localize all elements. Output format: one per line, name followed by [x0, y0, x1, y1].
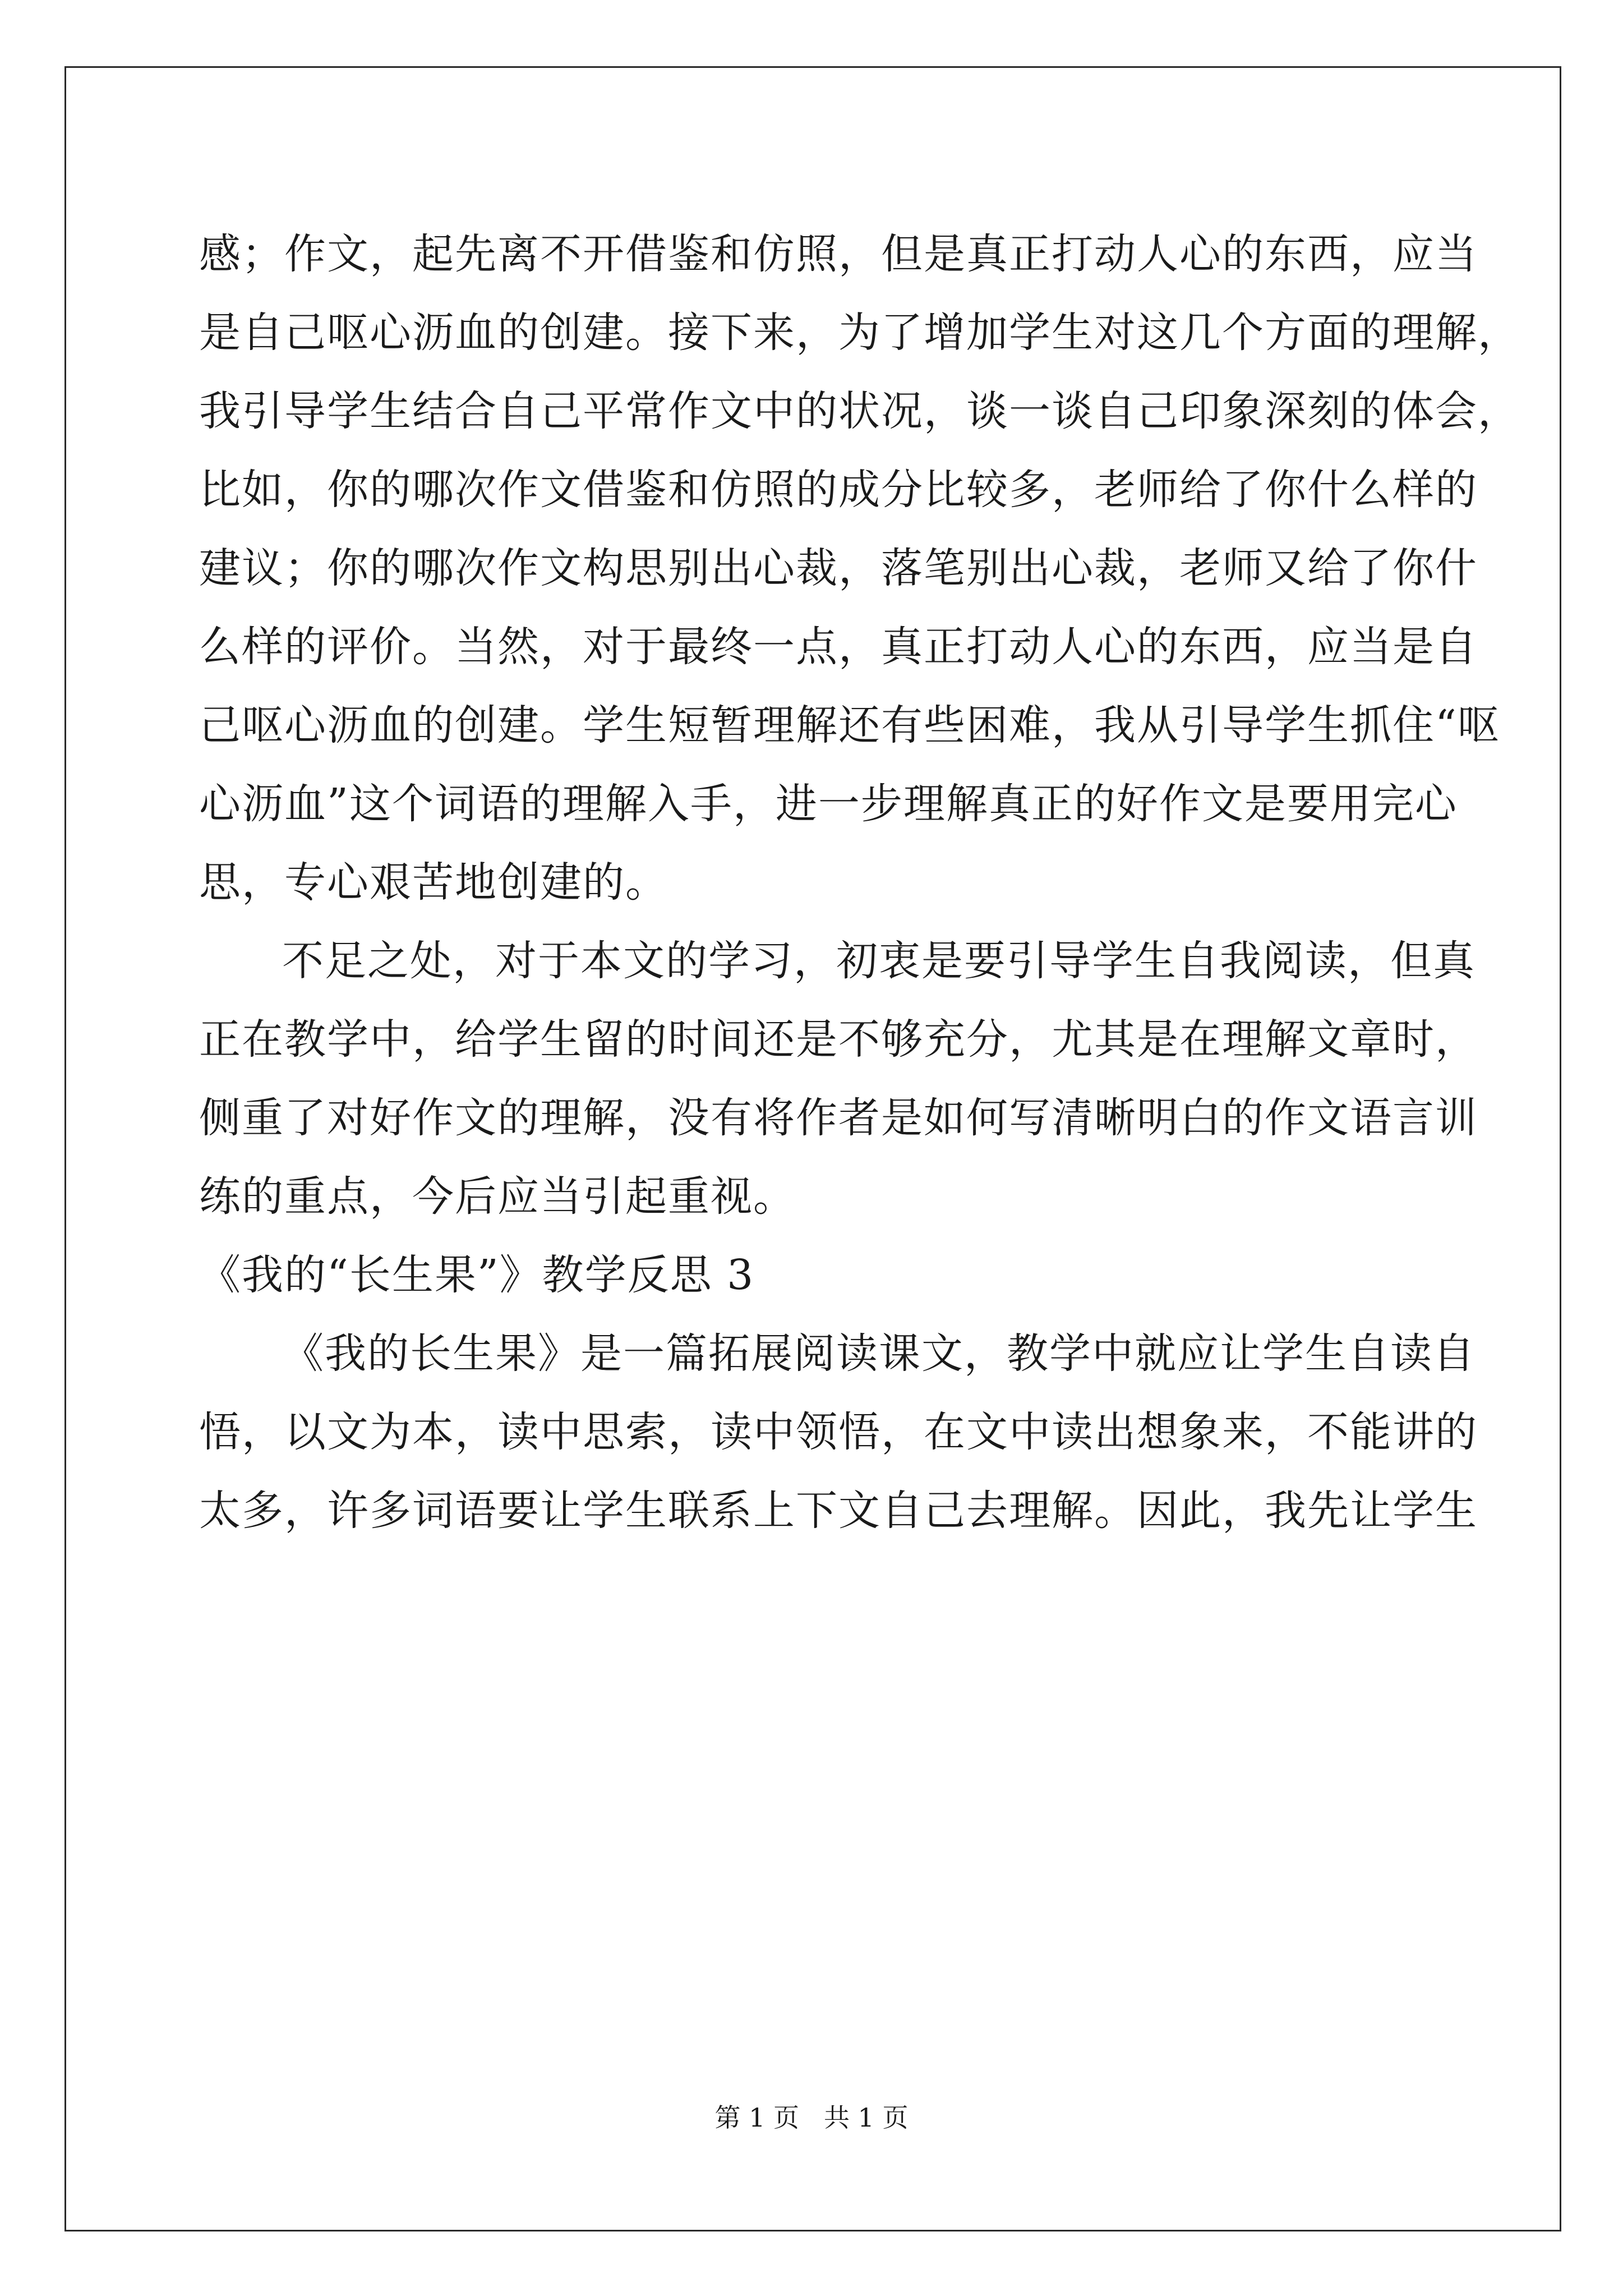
text-line: 比如，你的哪次作文借鉴和仿照的成分比较多，老师给了你什么样的	[199, 466, 1478, 514]
text-line: 我引导学生结合自己平常作文中的状况，谈一谈自己印象深刻的体会，	[199, 387, 1520, 435]
text-line: 心沥血”这个词语的理解入手，进一步理解真正的好作文是要用完心	[199, 780, 1458, 828]
text-line: 《我的长生果》是一篇拓展阅读课文，教学中就应让学生自读自	[282, 1329, 1476, 1378]
text-line: 太多，许多词语要让学生联系上下文自己去理解。因此，我先让学生	[199, 1487, 1478, 1535]
text-line: 练的重点，今后应当引起重视。	[199, 1172, 796, 1221]
text-line: 不足之处，对于本文的学习，初衷是要引导学生自我阅读，但真	[282, 937, 1476, 985]
text-line: 己呕心沥血的创建。学生短暂理解还有些困难，我从引导学生抓住“呕	[199, 701, 1500, 749]
text-line: 感；作文，起先离不开借鉴和仿照，但是真正打动人心的东西，应当	[199, 230, 1478, 278]
text-line: 侧重了对好作文的理解，没有将作者是如何写清晰明白的作文语言训	[199, 1094, 1478, 1142]
text-line: 么样的评价。当然，对于最终一点，真正打动人心的东西，应当是自	[199, 623, 1478, 671]
text-line: 建议；你的哪次作文构思别出心裁，落笔别出心裁，老师又给了你什	[199, 544, 1478, 592]
page-total: 共 1 页	[823, 2102, 909, 2133]
text-line: 思，专心艰苦地创建的。	[199, 858, 668, 907]
page-number: 第 1 页	[714, 2102, 800, 2133]
page-footer	[0, 2101, 1623, 2134]
text-line: 正在教学中，给学生留的时间还是不够充分，尤其是在理解文章时，	[199, 1015, 1478, 1064]
text-line: 是自己呕心沥血的创建。接下来，为了增加学生对这几个方面的理解，	[199, 309, 1520, 357]
text-line: 悟，以文为本，读中思索，读中领悟，在文中读出想象来，不能讲的	[199, 1408, 1478, 1456]
section-heading: 《我的“长生果”》教学反思 3	[199, 1251, 755, 1299]
